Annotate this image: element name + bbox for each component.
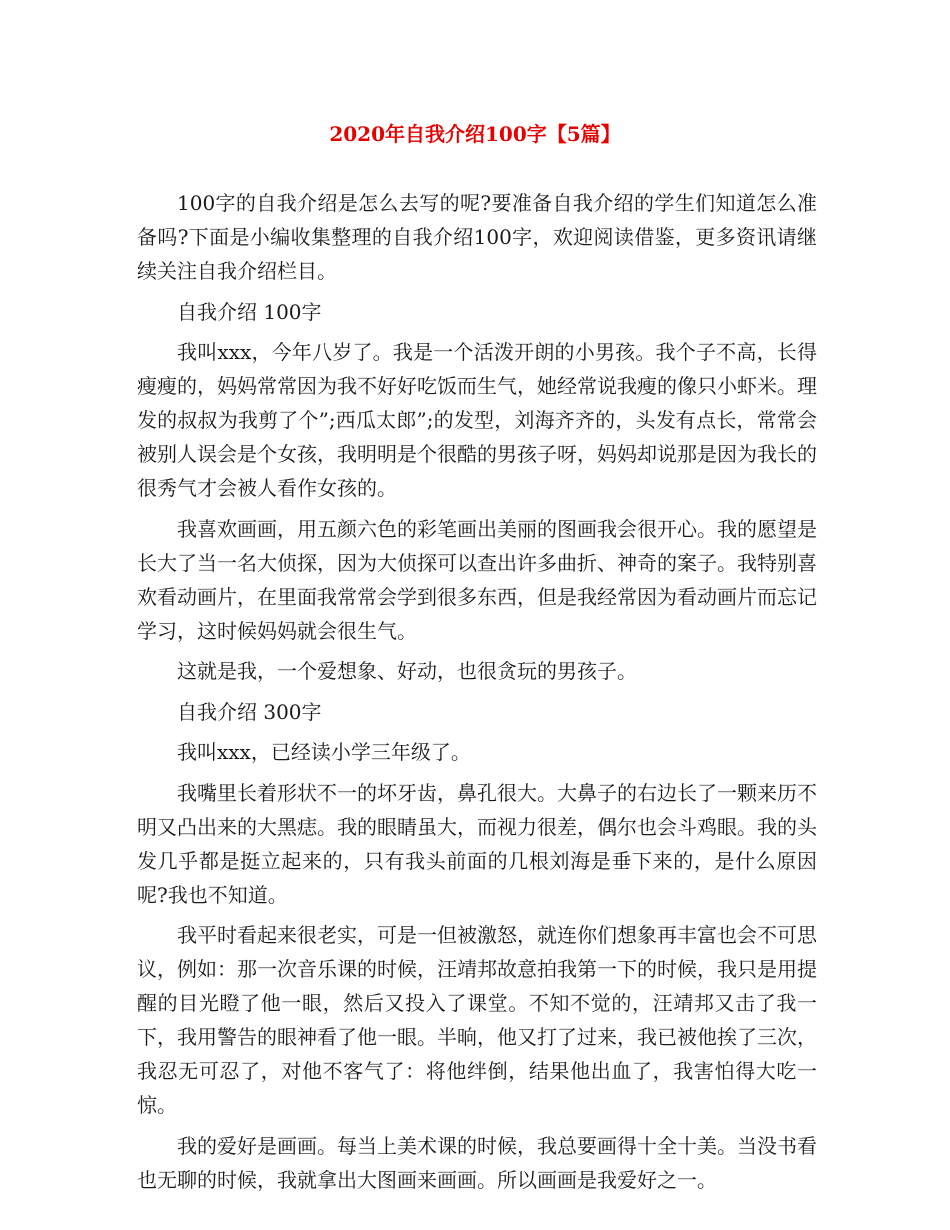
paragraph: 我的爱好是画画。每当上美术课的时候，我总要画得十全十美。当没书看也无聊的时候，我就拿出大图画来画画。所以画画是我爱好之一。 bbox=[137, 1133, 817, 1192]
paragraph: 我叫xxx，已经读小学三年级了。 bbox=[177, 740, 471, 764]
section-heading-300: 自我介绍 300字 bbox=[177, 699, 322, 724]
section-heading-100: 自我介绍 100字 bbox=[177, 299, 322, 324]
document-title: 2020年自我介绍100字【5篇】 bbox=[329, 122, 621, 146]
paragraph-intro: 100字的自我介绍是怎么去写的呢?要准备自我介绍的学生们知道怎么准备吗?下面是小编收集整理的自我介绍100字，欢迎阅读借鉴，更多资讯请继续关注自我介绍栏目。 bbox=[137, 191, 817, 283]
paragraph: 我叫xxx，今年八岁了。我是一个活泼开朗的小男孩。我个子不高，长得瘦瘦的，妈妈常常因为我不好好吃饭而生气，她经常说我瘦的像只小虾米。理发的叔叔为我剪了个”;西瓜太郎”;的发型，刘海齐齐的，头发有点长，常常会被别人误会是个女孩，我明明是个很酷的男孩子呀，妈妈却说那是因为我长的很秀气才会被人看作女孩的。 bbox=[137, 340, 817, 500]
paragraph: 我平时看起来很老实，可是一但被激怒，就连你们想象再丰富也会不可思议，例如：那一次音乐课的时候，汪靖邦故意拍我第一下的时候，我只是用提醒的目光瞪了他一眼，然后又投入了课堂。不知不觉的，汪靖邦又击了我一下，我用警告的眼神看了他一眼。半晌，他又打了过来，我已被他挨了三次，我忍无可忍了，对他不客气了：将他绊倒，结果他出血了，我害怕得大吃一惊。 bbox=[137, 923, 817, 1117]
document-body bbox=[137, 186, 817, 1203]
paragraph: 我喜欢画画，用五颜六色的彩笔画出美丽的图画我会很开心。我的愿望是长大了当一名大侦探，因为大侦探可以查出许多曲折、神奇的案子。我特别喜欢看动画片，在里面我常常会学到很多东西，但是我经常因为看动画片而忘记学习，这时候妈妈就会很生气。 bbox=[137, 516, 817, 643]
paragraph: 我嘴里长着形状不一的坏牙齿，鼻孔很大。大鼻子的右边长了一颗来历不明又凸出来的大黑痣。我的眼睛虽大，而视力很差，偶尔也会斗鸡眼。我的头发几乎都是挺立起来的，只有我头前面的几根刘海是垂下来的，是什么原因呢?我也不知道。 bbox=[137, 780, 817, 907]
paragraph: 这就是我，一个爱想象、好动，也很贪玩的男孩子。 bbox=[177, 659, 637, 683]
